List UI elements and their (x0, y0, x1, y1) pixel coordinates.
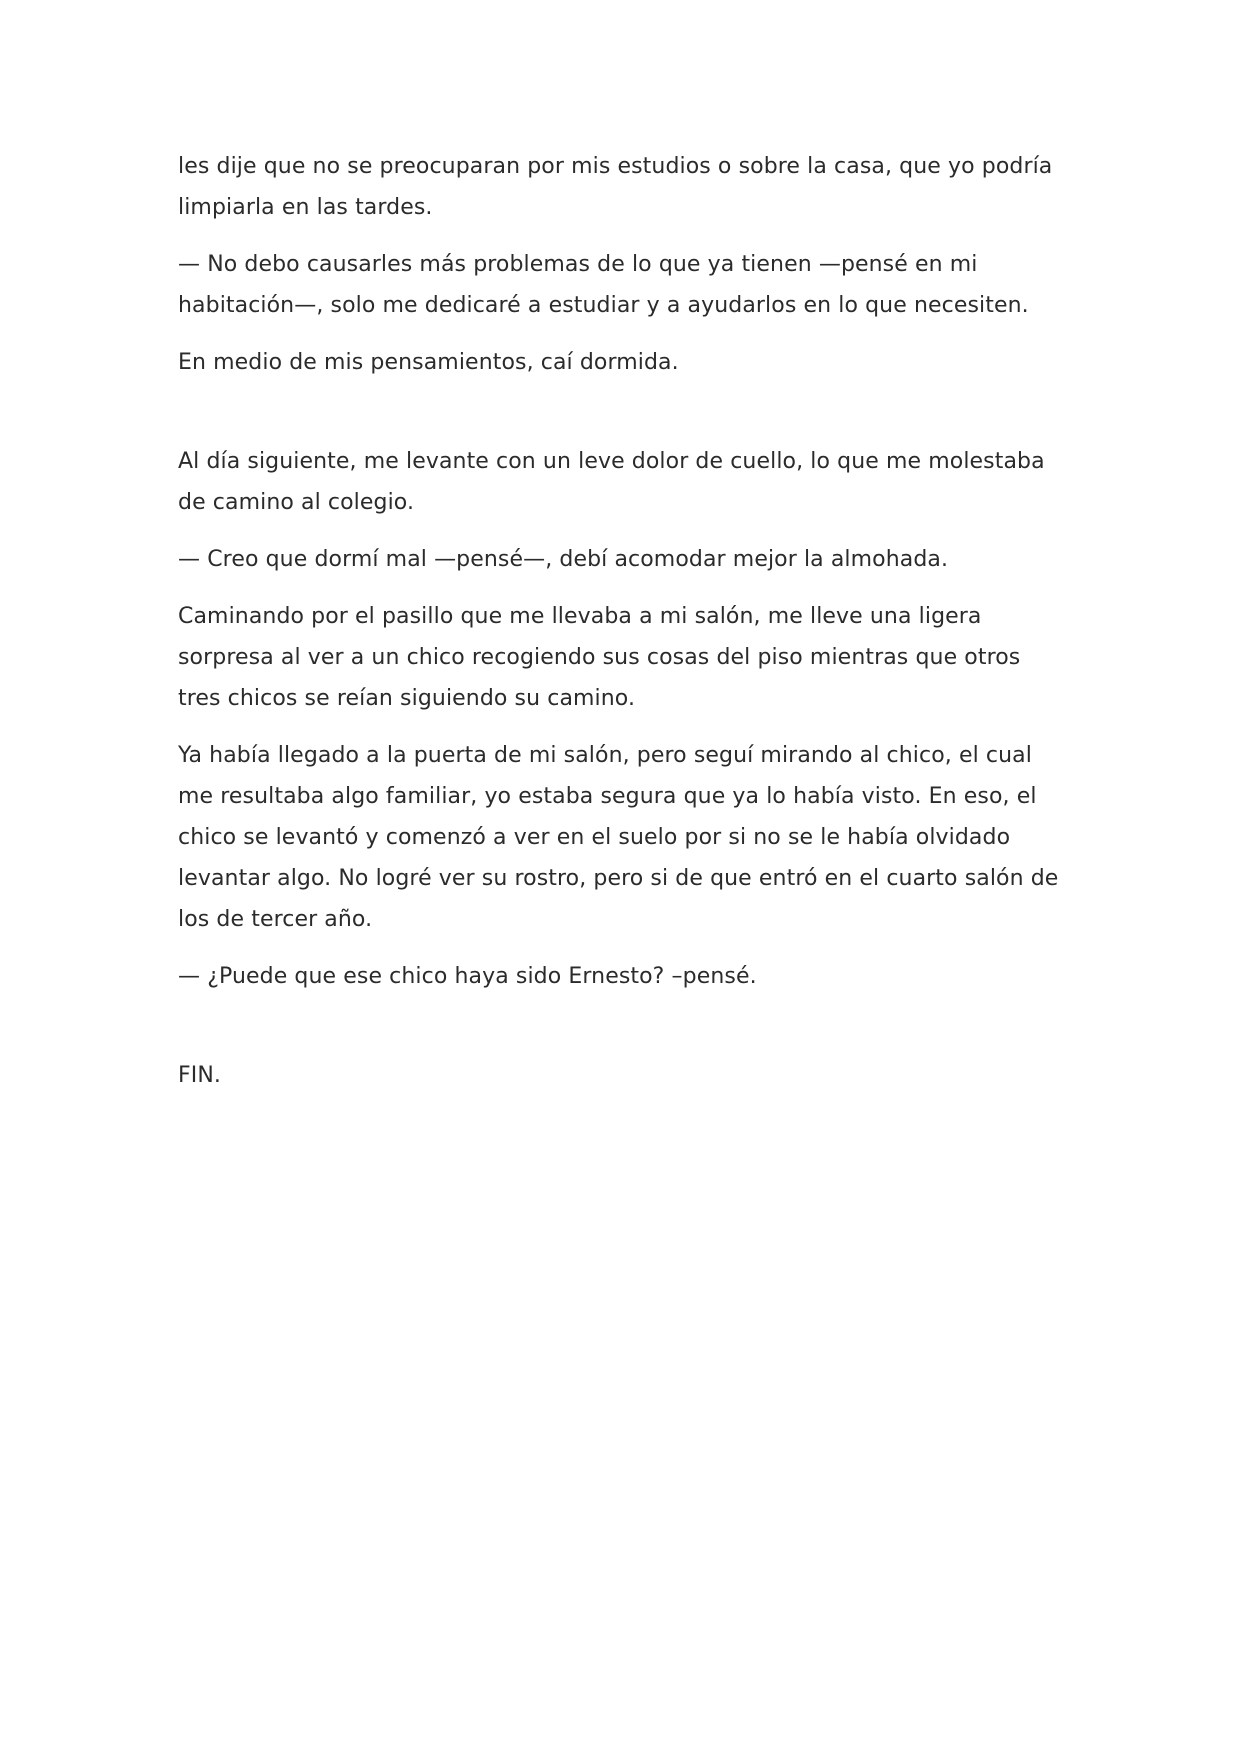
paragraph-2: — No debo causarles más problemas de lo que ya tienen —pensé en mi habitación—, solo me dedicaré a estudiar y a ayudarlos en lo que necesiten. (178, 252, 1029, 318)
paragraph-7: Ya había llegado a la puerta de mi salón, pero seguí mirando al chico, el cual me resultaba algo familiar, yo estaba segura que ya lo había visto. En eso, el chico se levantó y comenzó a ver en el suelo por si no se le había olvidado levantar algo. No logré ver su rostro, pero si de que entró en el cuarto salón de los de tercer año. (178, 743, 1059, 932)
document-body (178, 146, 1068, 1112)
paragraph-1: les dije que no se preocuparan por mis estudios o sobre la casa, que yo podría limpiarla en las tardes. (178, 154, 1053, 220)
paragraph-4: Al día siguiente, me levante con un leve dolor de cuello, lo que me molestaba de camino al colegio. (178, 449, 1045, 515)
paragraph-5: — Creo que dormí mal —pensé—, debí acomodar mejor la almohada. (178, 547, 949, 572)
paragraph-3: En medio de mis pensamientos, caí dormida. (178, 350, 679, 375)
paragraph-6: Caminando por el pasillo que me llevaba a mi salón, me lleve una ligera sorpresa al ver a un chico recogiendo sus cosas del piso mientras que otros tres chicos se reían siguiendo su camino. (178, 604, 1021, 711)
paragraph-8: — ¿Puede que ese chico haya sido Ernesto? –pensé. (178, 964, 757, 989)
end-mark: FIN. (178, 1063, 221, 1088)
